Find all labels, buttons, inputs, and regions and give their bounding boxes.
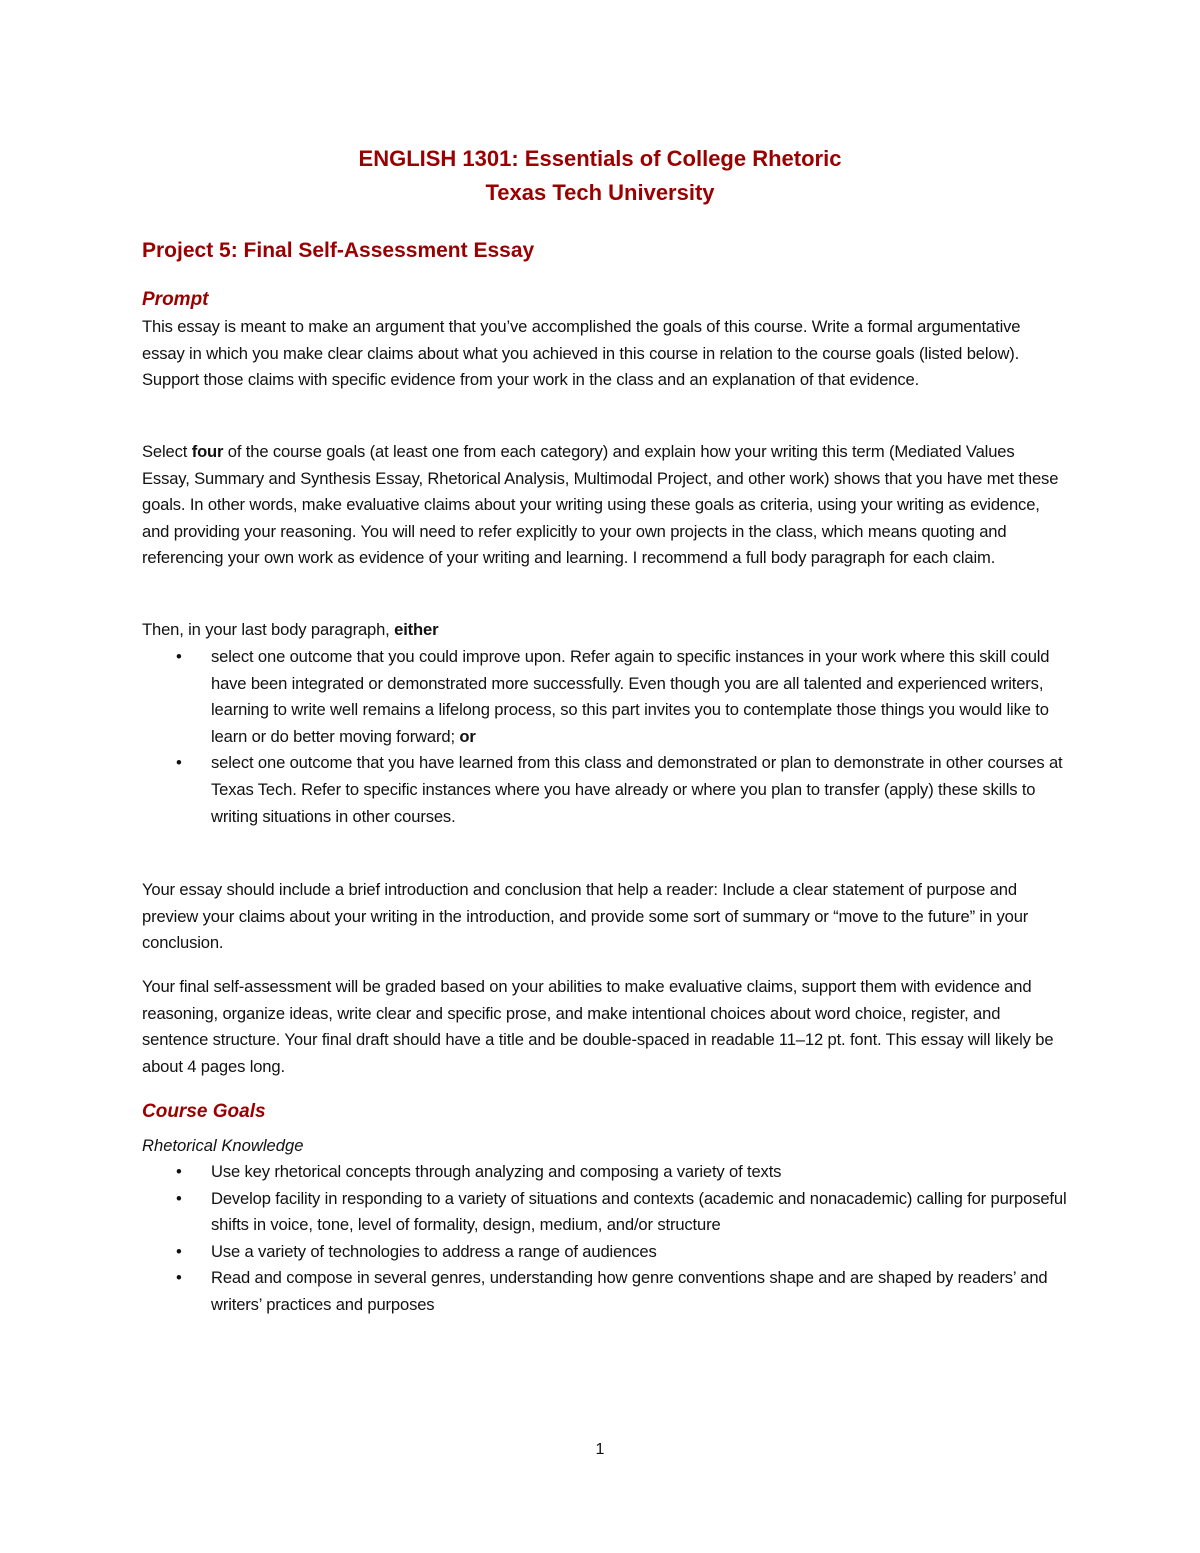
goal-text: Use key rhetorical concepts through analyzing and composing a variety of texts xyxy=(211,1162,782,1181)
goal-text: Read and compose in several genres, understanding how genre conventions shape and are shaped by readers’ and writers’ practices and purposes xyxy=(211,1268,1048,1314)
goal-category-rhetorical-knowledge: Rhetorical Knowledge xyxy=(142,1136,304,1155)
bullet-icon: • xyxy=(176,647,182,666)
project-title: Project 5: Final Self-Assessment Essay xyxy=(142,239,535,262)
prompt-paragraph-3 xyxy=(142,617,1062,644)
prompt-paragraph-1: This essay is meant to make an argument that you’ve accomplished the goals of this course. Write a formal argumentative essay in which you make clear claims about what you achieved in this course in relation to the course goals (listed below). Support those claims with specific evidence from your work in the class and an explanation of that evidence. xyxy=(142,317,1021,390)
options-list xyxy=(142,644,1072,830)
goal-text: Use a variety of technologies to address a range of audiences xyxy=(211,1241,657,1261)
para2-text-post: of the course goals (at least one from each category) and explain how your writing this term (Mediated Values Essay, Summary and Synthesis Essay, Rhetorical Analysis, Multimodal Project, and other work) shows that you have met these goals. In other words, make evaluative claims about your writing using these goals as criteria, using your writing as evidence, and providing your reasoning. You will need to refer explicitly to your own projects in the class, which means quoting and referencing your own work as evidence of your writing and learning. I recommend a full body paragraph for each claim. xyxy=(142,442,1059,568)
prompt-paragraph-4: Your essay should include a brief introduction and conclusion that help a reader: Include a clear statement of purpose and preview your claims about your writing in the introduction, and provide some sort of summary or “move to the future” in your conclusion. xyxy=(142,880,1029,953)
university-name: Texas Tech University xyxy=(485,180,715,205)
bullet-icon: • xyxy=(176,1268,182,1288)
para3-text-pre: Then, in your last body paragraph, xyxy=(142,620,395,639)
bullet-icon: • xyxy=(176,1162,182,1181)
goal-item xyxy=(142,1265,1072,1318)
prompt-paragraph-5: Your final self-assessment will be graded based on your abilities to make evaluative claims, support them with evidence and reasoning, organize ideas, write clear and specific prose, and make intentional choices about word choice, register, and sentence structure. Your final draft should have a title and be double-spaced in readable 11–12 pt. font. This essay will likely be about 4 pages long. xyxy=(142,977,1054,1076)
goal-text: Develop facility in responding to a variety of situations and contexts (academic and nonacademic) calling for purposeful shifts in voice, tone, level of formality, design, medium, and/or structure xyxy=(211,1188,1067,1235)
bullet-icon: • xyxy=(176,753,182,773)
prompt-paragraph-2 xyxy=(142,439,1062,572)
bullet-icon: • xyxy=(176,1188,182,1208)
para3-bold-either: either xyxy=(394,620,439,639)
course-goals-heading: Course Goals xyxy=(142,1101,266,1122)
document-header xyxy=(0,142,1200,210)
option-bold-or: or xyxy=(459,726,476,746)
bullet-icon: • xyxy=(176,1241,182,1261)
para2-bold-four: four xyxy=(191,442,224,461)
option-text: select one outcome that you have learned from this class and demonstrated or plan to demonstrate in other courses at Texas Tech. Refer to specific instances where you have already or where you plan to transfer (apply) these skills to writing situations in other courses. xyxy=(211,753,1063,826)
goal-item xyxy=(142,1186,1072,1239)
option-item xyxy=(142,750,1072,830)
goal-item xyxy=(142,1239,1072,1266)
prompt-heading: Prompt xyxy=(142,289,209,310)
page-number: 1 xyxy=(595,1441,605,1458)
course-goals-list xyxy=(142,1159,1072,1319)
course-title: ENGLISH 1301: Essentials of College Rhetoric xyxy=(358,146,842,171)
para2-text-pre: Select xyxy=(142,442,192,461)
option-item xyxy=(142,644,1072,750)
goal-item xyxy=(142,1159,1072,1186)
option-text: select one outcome that you could improve upon. Refer again to specific instances in your work where this skill could have been integrated or demonstrated more successfully. Even though you are all talented and experienced writers, learning to write well remains a lifelong process, so this part invites you to contemplate those things you would like to learn or do better moving forward; xyxy=(211,647,1050,746)
